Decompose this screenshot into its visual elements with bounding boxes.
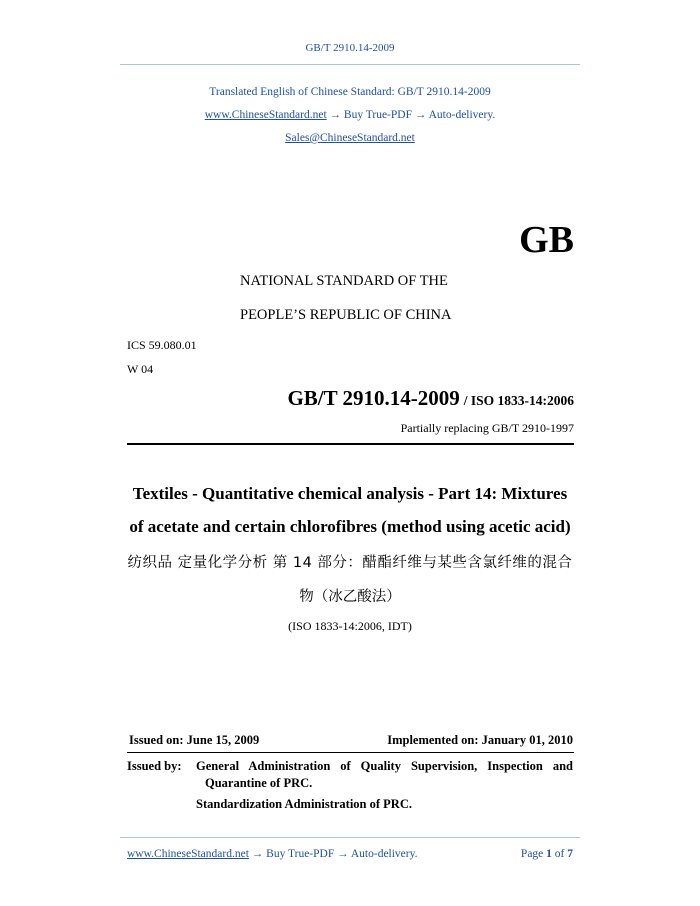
page-number: 1	[546, 848, 552, 860]
title-zh-line2: 物（冰乙酸法）	[299, 589, 401, 605]
title-en-line1: Textiles - Quantitative chemical analysis - Part 14: Mixtures	[132, 484, 568, 503]
translation-notice: Translated English of Chinese Standard: GB/T 2910.14-2009	[209, 86, 491, 98]
title-divider	[127, 443, 574, 445]
auto-delivery-text: Auto-delivery.	[428, 109, 496, 121]
footer-divider	[120, 837, 580, 838]
iso-equivalence: (ISO 1833-14:2006, IDT)	[288, 619, 412, 633]
translation-links	[0, 109, 700, 121]
national-heading-line1: NATIONAL STANDARD OF THE	[240, 273, 448, 289]
ics-code: ICS 59.080.01	[127, 338, 197, 352]
footer-site-link[interactable]: www.ChineseStandard.net	[127, 848, 249, 860]
title-en-line2: of acetate and certain chlorofibres (method using acetic acid)	[129, 517, 571, 536]
of-label: of	[554, 848, 565, 860]
replacing-note: Partially replacing GB/T 2910-1997	[400, 421, 574, 435]
dates-divider	[127, 752, 574, 753]
sales-email-link[interactable]: Sales@ChineseStandard.net	[285, 132, 415, 144]
arrow-right-icon: →	[329, 109, 342, 121]
gb-logo: GB	[519, 219, 574, 261]
header-code: GB/T 2910.14-2009	[305, 42, 395, 54]
footer-buy-link[interactable]: Buy True-PDF	[266, 848, 335, 860]
page-indicator	[470, 848, 573, 860]
site-link[interactable]: www.ChineseStandard.net	[204, 109, 327, 121]
w-code: W 04	[127, 362, 154, 376]
iso-number: / ISO 1833-14:2006	[463, 393, 574, 408]
footer-delivery-text: Auto-delivery.	[350, 848, 418, 860]
footer-links	[127, 848, 418, 860]
buy-pdf-link[interactable]: Buy True-PDF	[343, 109, 412, 121]
standard-number-line	[200, 386, 574, 411]
issuer-label: Issued by:	[127, 759, 182, 773]
page-label: Page	[520, 848, 544, 860]
header-divider	[120, 64, 580, 65]
issuer-line2: Quarantine of PRC.	[205, 776, 313, 790]
issuer-line1: General Administration of Quality Supervision, Inspection and	[196, 759, 573, 773]
arrow-right-icon: →	[251, 848, 264, 860]
issuer-line3: Standardization Administration of PRC.	[196, 797, 412, 811]
issued-date: Issued on: June 15, 2009	[129, 733, 260, 747]
standard-number: GB/T 2910.14-2009	[287, 386, 460, 410]
title-zh-line1: 纺织品 定量化学分析 第 14 部分：醋酯纤维与某些含氯纤维的混合	[127, 555, 573, 571]
implemented-date: Implemented on: January 01, 2010	[387, 733, 573, 747]
page-total: 7	[567, 848, 573, 860]
arrow-right-icon: →	[414, 109, 427, 121]
national-heading-line2: PEOPLE’S REPUBLIC OF CHINA	[240, 307, 452, 323]
arrow-right-icon: →	[337, 848, 349, 860]
